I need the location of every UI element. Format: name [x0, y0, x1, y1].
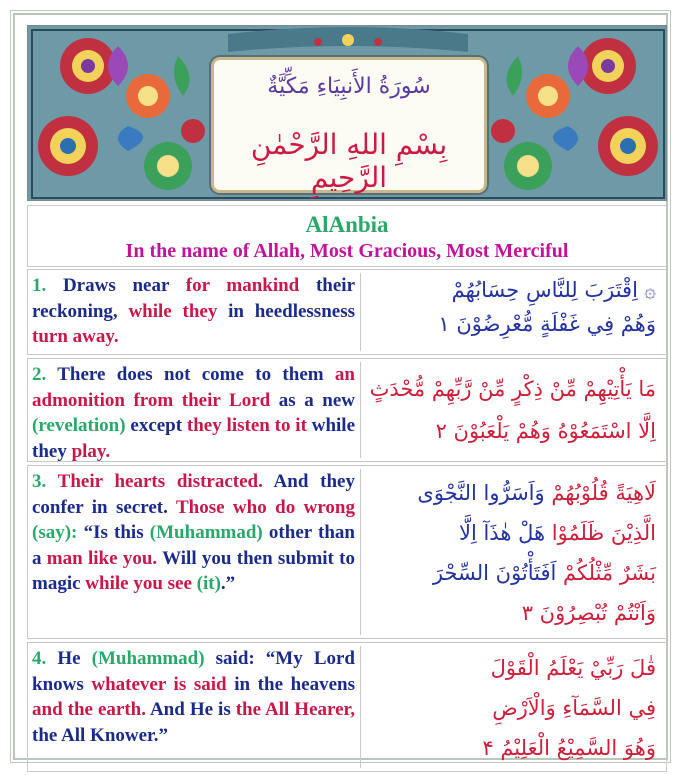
verse-table	[27, 269, 667, 775]
verse-arabic	[360, 362, 664, 458]
arabic-line	[361, 473, 656, 513]
verse-arabic	[360, 469, 664, 635]
verse-translation	[32, 646, 355, 748]
verse-text-segment: He	[46, 648, 92, 669]
verse-text-segment: Their hearts distracted.	[46, 471, 263, 492]
verse-row	[27, 642, 667, 772]
arabic-segment: قٰلَ رَبِّيْ يَعْلَمُ الْقَوْلَ	[490, 656, 656, 680]
verse-translation	[32, 469, 355, 597]
verse-text-segment: said: “My Lord knows	[32, 648, 355, 695]
arabic-line	[361, 410, 656, 452]
bismillah-arabic: بِسْمِ اللهِ الرَّحْمٰنِ الرَّحِيمِ	[250, 128, 448, 194]
verse-text-segment: 1.	[32, 275, 47, 296]
verse-text-segment: (Muhammad)	[149, 522, 263, 543]
verse-text-segment: for mankind	[185, 275, 300, 296]
verse-arabic	[360, 273, 664, 351]
verse-row	[27, 269, 667, 355]
verse-text-segment: play.	[71, 440, 111, 462]
verse-text-segment: the All Hearer,	[235, 699, 355, 720]
verse-text-segment: whatever is said	[91, 673, 227, 695]
arabic-segment: اِقْتَرَبَ لِلنَّاسِ حِسَابُهُمْ	[451, 278, 638, 302]
verse-text-segment: in heedlessness	[217, 300, 355, 322]
verse-text-segment: and the earth.	[32, 699, 146, 720]
verse-text-segment: Those who do wrong	[175, 496, 355, 518]
arabic-segment: وَاَسَرُّوا النَّجْوَى	[417, 481, 552, 505]
verse-arabic	[360, 646, 664, 768]
arabic-line	[361, 513, 656, 553]
verse-text-segment: And He is	[146, 699, 236, 720]
verse-text-segment: other than a	[32, 522, 355, 569]
verse-text-segment: they listen to it	[186, 415, 307, 436]
arabic-segment: مَا يَأْتِيْهِمْ مِّنْ ذِكْرٍ مِّنْ رَّبِّهِمْ مُّحْدَثٍ	[369, 377, 656, 401]
verse-text-segment: while they	[32, 415, 356, 462]
arabic-segment: اَفَتَأْتُوْنَ السِّحْرَ	[432, 561, 564, 585]
ornamental-header	[27, 25, 667, 201]
arabic-segment: هَلْ هٰذَآ اِلَّا	[458, 521, 552, 545]
arabic-line	[361, 368, 656, 410]
arabic-line	[361, 273, 656, 307]
arabic-line	[361, 648, 656, 688]
verse-text-segment: (it)	[191, 573, 221, 594]
verse-text-segment: And they confer in secret.	[32, 471, 355, 518]
arabic-segment: بَشَرٌ مِّثْلُكُمْ	[563, 561, 656, 585]
verse-text-segment: (revelation)	[32, 415, 126, 436]
bismillah-english: In the name of Allah, Most Gracious, Most Merciful	[125, 240, 569, 262]
verse-text-segment: .”	[220, 573, 236, 594]
verse-text-segment: (say):	[32, 522, 78, 543]
arabic-line	[361, 728, 656, 768]
arabic-segment: وَهُوَ السَّمِيْعُ الْعَلِيْمُ ۴	[482, 736, 656, 760]
verse-text-segment: while they	[128, 300, 218, 322]
arabic-segment: وَهُمْ فِي غَفْلَةٍ مُّعْرِضُوْنَ ۱	[438, 312, 656, 336]
verse-text-segment: 2.	[32, 364, 47, 385]
verse-text-segment: the All Knower.”	[32, 724, 168, 746]
verse-translation	[32, 273, 355, 350]
verse-text-segment: (Muhammad)	[91, 648, 205, 669]
verse-text-segment: There does not come to them	[46, 364, 335, 385]
verse-translation	[32, 362, 355, 464]
surah-name-arabic: سُورَةُ الأَنبِيَاءِ مَكِّيَّةٌ	[267, 74, 431, 99]
arabic-line	[361, 593, 656, 633]
verse-text-segment: while you see	[85, 573, 192, 594]
verse-text-segment: except	[125, 415, 187, 436]
verse-text-segment: an admonition from their Lord	[32, 364, 355, 411]
arabic-segment: وَاَنْتُمْ تُبْصِرُوْنَ ۳	[521, 601, 656, 625]
verse-text-segment: 4.	[32, 648, 47, 669]
verse-text-segment: as a new	[270, 389, 355, 411]
verse-text-segment: in the heavens	[226, 673, 356, 695]
verse-text-segment: their reckoning,	[32, 275, 355, 322]
arabic-segment: اِلَّا اسْتَمَعُوْهُ وَهُمْ يَلْعَبُوْنَ ۲	[435, 419, 656, 443]
arabic-line	[361, 553, 656, 593]
arabic-line	[361, 307, 656, 341]
verse-text-segment: Will you then submit to magic	[32, 547, 356, 594]
verse-text-segment: 3.	[32, 471, 47, 492]
arabic-segment: فِي السَّمَآءِ وَالْاَرْضِ	[492, 696, 656, 720]
rub-el-hizb-icon: ۞	[637, 278, 656, 302]
title-cartouche	[214, 60, 484, 194]
title-block	[27, 205, 667, 267]
verse-row	[27, 465, 667, 639]
arabic-segment: الَّذِيْنَ ظَلَمُوْا	[551, 521, 656, 545]
page	[13, 13, 668, 760]
verse-text-segment: turn away.	[32, 326, 119, 347]
verse-text-segment: Draws near	[46, 275, 186, 296]
surah-title: AlAnbia	[305, 212, 389, 237]
arabic-segment: لَاهِيَةً قُلُوْبُهُمْ	[551, 481, 656, 505]
verse-text-segment: “Is this	[77, 522, 150, 543]
verse-text-segment: man like you.	[46, 547, 158, 569]
arabic-line	[361, 688, 656, 728]
verse-row	[27, 358, 667, 462]
